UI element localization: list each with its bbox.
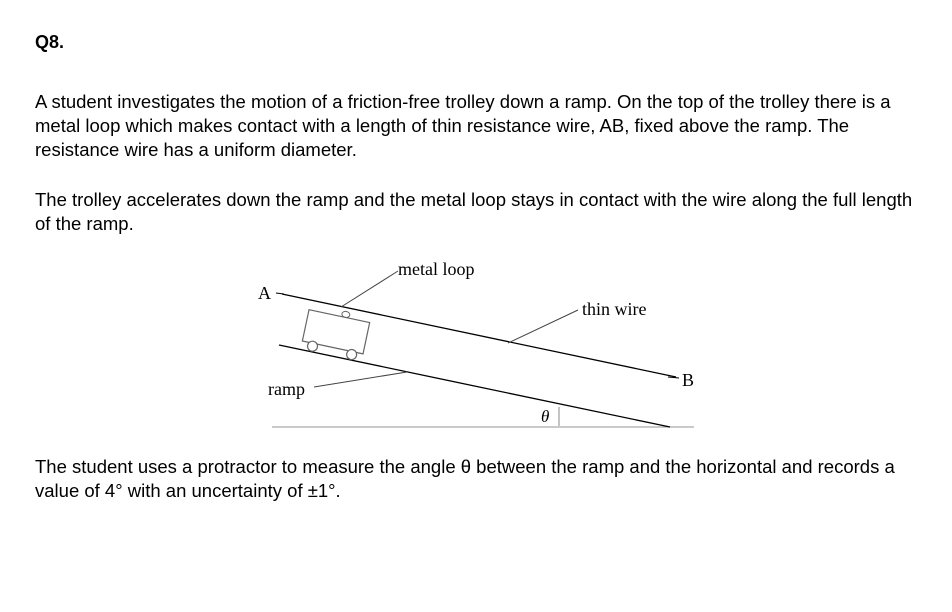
leader-metal-loop [341, 271, 398, 307]
leader-ramp [314, 372, 407, 387]
label-ramp: ramp [268, 379, 305, 399]
ramp-surface [279, 345, 670, 427]
leader-thin-wire [508, 310, 578, 343]
label-A: A [258, 283, 271, 303]
leader-B [668, 377, 679, 378]
label-metal-loop: metal loop [398, 259, 475, 279]
label-theta: θ [541, 407, 550, 426]
question-paragraph-2: The trolley accelerates down the ramp and the metal loop stays in contact with the wire along the full length of the ramp. [35, 189, 913, 234]
wire-start-tick [276, 293, 284, 294]
question-paragraph-3: The student uses a protractor to measure the angle θ between the ramp and the horizontal and records a value of 4° with an uncertainty of ±1°. [35, 456, 895, 501]
trolley [301, 304, 371, 362]
label-thin-wire: thin wire [582, 299, 647, 319]
label-B: B [682, 370, 695, 390]
question-paragraph-1: A student investigates the motion of a friction-free trolley down a ramp. On the top of the trolley there is a metal loop which makes contact with a length of thin resistance wire, AB, fixed above the ramp. The resistance wire has a uniform diameter. [35, 91, 891, 160]
question-number: Q8. [35, 32, 65, 52]
